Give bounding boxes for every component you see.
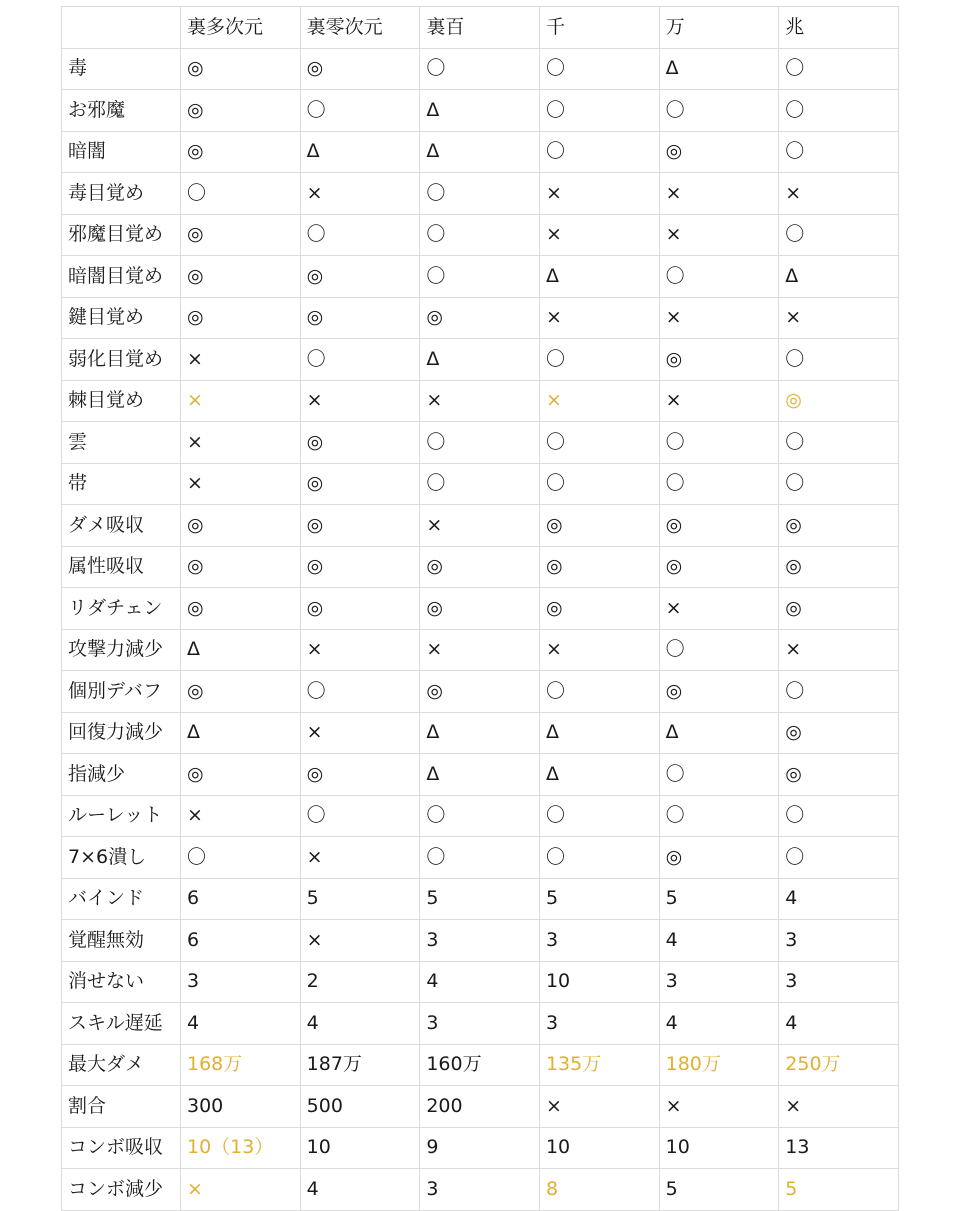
table-cell: 3 [420, 1003, 540, 1045]
table-cell: Δ [181, 712, 301, 754]
table-cell: ◎ [181, 256, 301, 298]
row-label: リダチェン [62, 588, 181, 630]
table-cell: 10 [539, 1127, 659, 1169]
table-cell: 〇 [539, 131, 659, 173]
table-cell: ◎ [420, 671, 540, 713]
table-cell: × [181, 380, 301, 422]
row-label: ルーレット [62, 795, 181, 837]
table-cell: 〇 [300, 90, 420, 132]
table-cell: ◎ [300, 588, 420, 630]
table-cell: 〇 [779, 837, 899, 879]
table-cell: 3 [779, 961, 899, 1003]
table-cell: 〇 [300, 795, 420, 837]
table-row [62, 1169, 899, 1211]
table-cell: 〇 [659, 422, 779, 464]
table-cell: 2 [300, 961, 420, 1003]
table-cell: × [181, 795, 301, 837]
table-cell: 9 [420, 1127, 540, 1169]
table-cell: 250万 [779, 1044, 899, 1086]
table-row [62, 463, 899, 505]
table-cell: 168万 [181, 1044, 301, 1086]
table-cell: 6 [181, 920, 301, 962]
table-cell: ◎ [539, 588, 659, 630]
table-cell: × [420, 505, 540, 547]
table-cell: 〇 [539, 422, 659, 464]
table-cell: ◎ [300, 754, 420, 796]
table-cell: ◎ [300, 463, 420, 505]
table-row [62, 712, 899, 754]
table-cell: 5 [300, 878, 420, 920]
row-label: 割合 [62, 1086, 181, 1128]
row-label: 回復力減少 [62, 712, 181, 754]
table-row [62, 629, 899, 671]
table-cell: ◎ [779, 754, 899, 796]
table-cell: ◎ [181, 671, 301, 713]
table-cell: 〇 [659, 754, 779, 796]
table-cell: 187万 [300, 1044, 420, 1086]
table-cell: ◎ [300, 505, 420, 547]
table-cell: ◎ [659, 837, 779, 879]
table-cell: 〇 [539, 339, 659, 381]
table-cell: × [300, 712, 420, 754]
table-cell: ◎ [779, 505, 899, 547]
table-cell: Δ [181, 629, 301, 671]
table-cell: ◎ [181, 754, 301, 796]
table-row [62, 505, 899, 547]
table-cell: × [779, 1086, 899, 1128]
table-cell: 4 [420, 961, 540, 1003]
table-cell: 4 [300, 1169, 420, 1211]
table-cell: ◎ [181, 131, 301, 173]
table-cell: 〇 [420, 173, 540, 215]
column-header: 万 [659, 7, 779, 49]
table-cell: ◎ [539, 546, 659, 588]
table-row [62, 1127, 899, 1169]
table-cell: × [779, 297, 899, 339]
table-cell: 〇 [300, 214, 420, 256]
row-label: ダメ吸収 [62, 505, 181, 547]
table-cell: ◎ [300, 297, 420, 339]
table-cell: Δ [420, 131, 540, 173]
table-cell: ◎ [779, 380, 899, 422]
table-cell: Δ [659, 712, 779, 754]
table-row [62, 588, 899, 630]
row-label: 暗闇 [62, 131, 181, 173]
table-cell: 8 [539, 1169, 659, 1211]
table-cell: × [539, 380, 659, 422]
table-cell: 〇 [420, 422, 540, 464]
table-cell: ◎ [659, 339, 779, 381]
table-cell: Δ [539, 712, 659, 754]
table-cell: 10 [659, 1127, 779, 1169]
row-label: コンボ減少 [62, 1169, 181, 1211]
table-cell: 〇 [539, 463, 659, 505]
row-label: お邪魔 [62, 90, 181, 132]
table-cell: Δ [779, 256, 899, 298]
table-cell: 〇 [779, 671, 899, 713]
table-cell: 10 [300, 1127, 420, 1169]
table-cell: 5 [539, 878, 659, 920]
table-body [62, 7, 899, 1211]
table-cell: ◎ [779, 712, 899, 754]
table-row [62, 754, 899, 796]
table-cell: × [181, 339, 301, 381]
column-header: 裏百 [420, 7, 540, 49]
table-cell: 160万 [420, 1044, 540, 1086]
row-label: 邪魔目覚め [62, 214, 181, 256]
comparison-table [61, 6, 899, 1211]
table-cell: 〇 [779, 422, 899, 464]
table-cell: 10（13） [181, 1127, 301, 1169]
table-cell: × [300, 629, 420, 671]
table-cell: 〇 [420, 463, 540, 505]
table-cell: 5 [779, 1169, 899, 1211]
row-label: コンボ吸収 [62, 1127, 181, 1169]
table-cell: 〇 [539, 837, 659, 879]
table-cell: 〇 [300, 671, 420, 713]
table-cell: ◎ [539, 505, 659, 547]
row-label: 棘目覚め [62, 380, 181, 422]
table-row [62, 878, 899, 920]
column-header: 千 [539, 7, 659, 49]
table-row [62, 90, 899, 132]
table-cell: × [539, 297, 659, 339]
table-cell: 6 [181, 878, 301, 920]
table-cell: 〇 [181, 837, 301, 879]
table-cell: × [659, 214, 779, 256]
table-cell: 〇 [779, 131, 899, 173]
table-row [62, 1003, 899, 1045]
table-cell: 135万 [539, 1044, 659, 1086]
table-cell: × [539, 214, 659, 256]
table-cell: 4 [659, 1003, 779, 1045]
table-cell: × [420, 380, 540, 422]
table-cell: 500 [300, 1086, 420, 1128]
table-cell: ◎ [181, 214, 301, 256]
row-label: 毒 [62, 48, 181, 90]
table-row [62, 546, 899, 588]
table-cell: 〇 [779, 48, 899, 90]
row-label: 暗闇目覚め [62, 256, 181, 298]
table-cell: 4 [659, 920, 779, 962]
table-cell: 〇 [420, 837, 540, 879]
table-cell: 〇 [779, 795, 899, 837]
row-label: 弱化目覚め [62, 339, 181, 381]
table-cell: ◎ [420, 297, 540, 339]
table-cell: ◎ [181, 48, 301, 90]
table-row [62, 339, 899, 381]
table-cell: 4 [779, 878, 899, 920]
table-cell: 3 [420, 1169, 540, 1211]
table-cell: Δ [539, 754, 659, 796]
table-row [62, 422, 899, 464]
table-cell: 3 [779, 920, 899, 962]
table-cell: Δ [659, 48, 779, 90]
table-cell: × [659, 380, 779, 422]
table-cell: ◎ [779, 588, 899, 630]
table-row [62, 671, 899, 713]
table-cell: 5 [659, 878, 779, 920]
table-row [62, 380, 899, 422]
table-row [62, 1086, 899, 1128]
table-cell: ◎ [181, 546, 301, 588]
table-cell: 4 [300, 1003, 420, 1045]
table-cell: × [659, 173, 779, 215]
table-row [62, 256, 899, 298]
column-header: 裏零次元 [300, 7, 420, 49]
table-row [62, 920, 899, 962]
row-label: 毒目覚め [62, 173, 181, 215]
table-row [62, 214, 899, 256]
table-row [62, 837, 899, 879]
table-cell: 〇 [659, 795, 779, 837]
table-cell: 10 [539, 961, 659, 1003]
table-cell: 〇 [659, 463, 779, 505]
table-cell: 〇 [779, 214, 899, 256]
table-row [62, 795, 899, 837]
row-label: 帯 [62, 463, 181, 505]
table-cell: 3 [659, 961, 779, 1003]
table-cell: 〇 [181, 173, 301, 215]
table-cell: 3 [420, 920, 540, 962]
table-cell: 〇 [539, 48, 659, 90]
row-label: 雲 [62, 422, 181, 464]
table-cell: 〇 [300, 339, 420, 381]
table-row [62, 48, 899, 90]
table-cell: 〇 [779, 339, 899, 381]
table-cell: Δ [420, 754, 540, 796]
row-label: 攻撃力減少 [62, 629, 181, 671]
table-cell: 〇 [659, 629, 779, 671]
table-cell: 〇 [420, 795, 540, 837]
table-cell: 5 [659, 1169, 779, 1211]
table-cell: ◎ [300, 546, 420, 588]
table-cell: 〇 [779, 463, 899, 505]
table-cell: ◎ [779, 546, 899, 588]
table-cell: × [181, 1169, 301, 1211]
table-cell: 〇 [539, 90, 659, 132]
row-label: 属性吸収 [62, 546, 181, 588]
table-cell: Δ [420, 712, 540, 754]
table-cell: × [300, 380, 420, 422]
row-label: スキル遅延 [62, 1003, 181, 1045]
table-cell: × [300, 837, 420, 879]
table-cell: 180万 [659, 1044, 779, 1086]
table-cell: ◎ [181, 505, 301, 547]
table-cell: × [539, 629, 659, 671]
row-label: バインド [62, 878, 181, 920]
table-cell: ◎ [420, 588, 540, 630]
table-cell: ◎ [300, 48, 420, 90]
column-header: 裏多次元 [181, 7, 301, 49]
table-cell: ◎ [659, 546, 779, 588]
table-cell: × [659, 1086, 779, 1128]
table-cell: 〇 [539, 795, 659, 837]
table-cell: 〇 [420, 48, 540, 90]
table-row [62, 1044, 899, 1086]
table-cell: 〇 [420, 256, 540, 298]
table-cell: × [420, 629, 540, 671]
table-cell: ◎ [181, 297, 301, 339]
table-cell: 4 [181, 1003, 301, 1045]
table-cell: 13 [779, 1127, 899, 1169]
row-label: 指減少 [62, 754, 181, 796]
table-cell: Δ [420, 339, 540, 381]
table-cell: ◎ [181, 90, 301, 132]
table-cell: 300 [181, 1086, 301, 1128]
row-label: 7×6潰し [62, 837, 181, 879]
table-cell: ◎ [300, 422, 420, 464]
table-cell: × [181, 422, 301, 464]
table-cell: × [539, 1086, 659, 1128]
table-row [62, 297, 899, 339]
table-cell: × [300, 173, 420, 215]
row-label: 鍵目覚め [62, 297, 181, 339]
column-header: 兆 [779, 7, 899, 49]
row-label: 消せない [62, 961, 181, 1003]
table-row [62, 961, 899, 1003]
table-cell: 3 [181, 961, 301, 1003]
table-cell: ◎ [659, 131, 779, 173]
table-row [62, 173, 899, 215]
table-cell: × [779, 173, 899, 215]
table-cell: 〇 [659, 90, 779, 132]
table-cell: × [659, 588, 779, 630]
table-cell: ◎ [420, 546, 540, 588]
table-cell: ◎ [659, 505, 779, 547]
table-row [62, 131, 899, 173]
table-cell: ◎ [300, 256, 420, 298]
table-cell: × [181, 463, 301, 505]
table-cell: Δ [420, 90, 540, 132]
comparison-table-container [61, 6, 899, 1211]
header-corner-cell [62, 7, 181, 49]
table-cell: 3 [539, 1003, 659, 1045]
table-cell: 〇 [539, 671, 659, 713]
row-label: 覚醒無効 [62, 920, 181, 962]
table-cell: × [300, 920, 420, 962]
table-cell: Δ [539, 256, 659, 298]
table-cell: 〇 [779, 90, 899, 132]
table-cell: 5 [420, 878, 540, 920]
header-row [62, 7, 899, 49]
table-cell: 〇 [659, 256, 779, 298]
table-cell: × [539, 173, 659, 215]
table-cell: × [659, 297, 779, 339]
table-cell: 200 [420, 1086, 540, 1128]
table-cell: Δ [300, 131, 420, 173]
row-label: 個別デバフ [62, 671, 181, 713]
table-cell: 〇 [420, 214, 540, 256]
table-cell: 4 [779, 1003, 899, 1045]
table-cell: ◎ [181, 588, 301, 630]
row-label: 最大ダメ [62, 1044, 181, 1086]
table-cell: ◎ [659, 671, 779, 713]
table-cell: 3 [539, 920, 659, 962]
table-cell: × [779, 629, 899, 671]
